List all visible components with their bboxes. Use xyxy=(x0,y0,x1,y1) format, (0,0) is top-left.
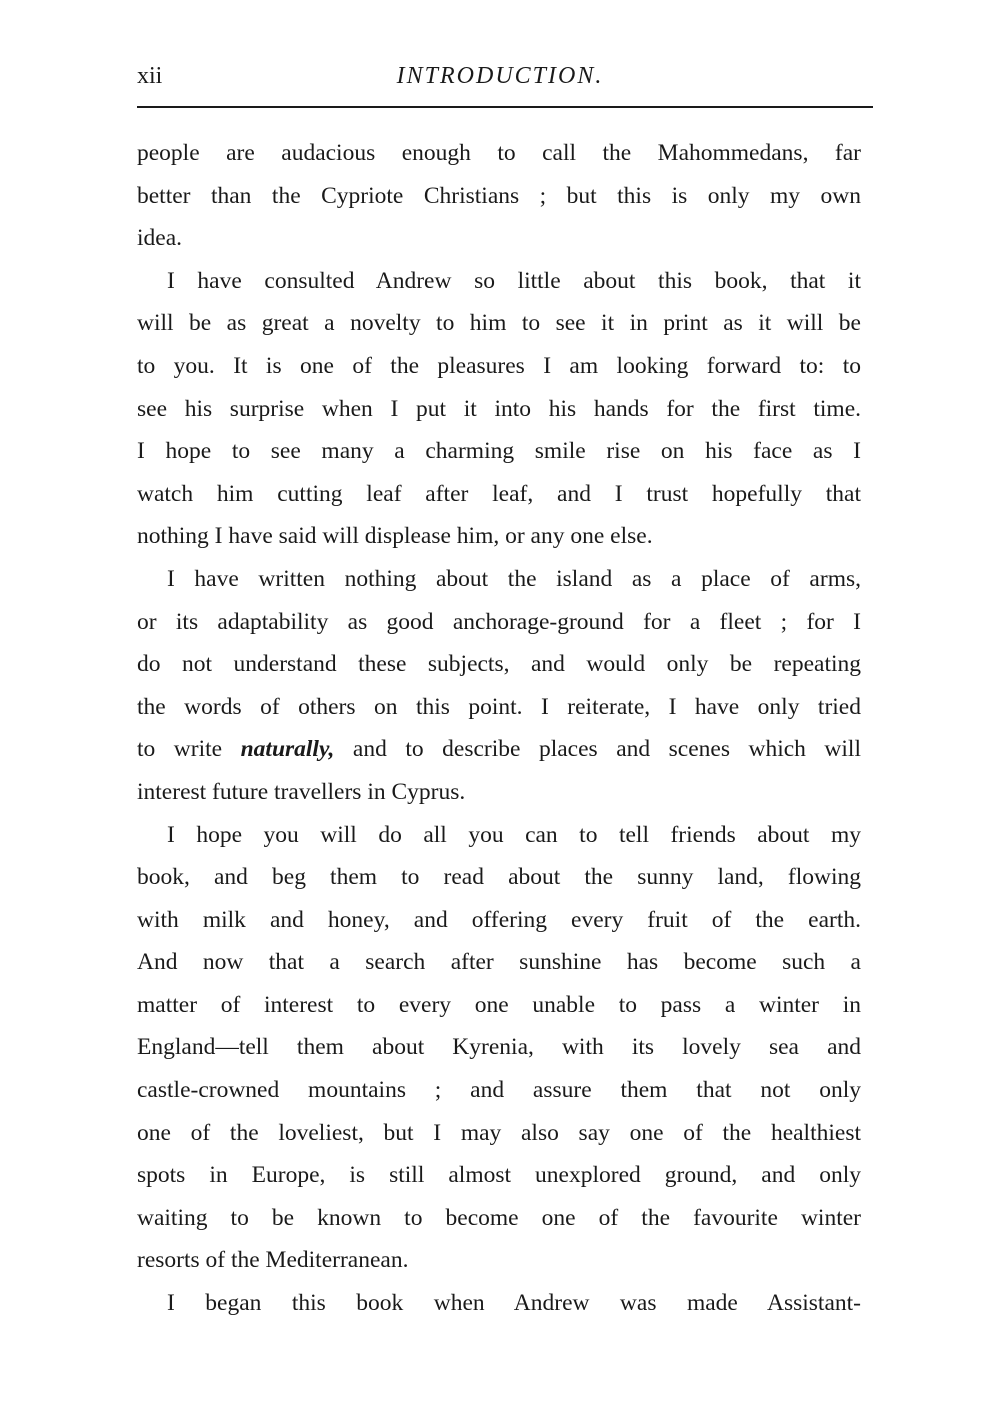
text-segment: and to describe places and scenes which will xyxy=(334,736,861,763)
text-line: I hope you will do all you can to tell friends about my xyxy=(167,821,861,848)
text-line: waiting to be known to become one of the favourite winter xyxy=(137,1204,861,1231)
header-rule xyxy=(137,106,873,108)
text-line: And now that a search after sunshine has become such a xyxy=(137,949,861,976)
text-line: will be as great a novelty to him to see it in print as it will be xyxy=(137,310,861,337)
text-line: resorts of the Mediterranean. xyxy=(137,1247,409,1274)
body-text xyxy=(137,132,861,1325)
text-line: I have written nothing about the island as a place of arms, xyxy=(167,565,861,592)
text-line: people are audacious enough to call the Mahommedans, far xyxy=(137,140,861,166)
text-line: do not understand these subjects, and would only be repeating xyxy=(137,651,861,678)
page-header xyxy=(137,58,863,94)
text-line: book, and beg them to read about the sunny land, flowing xyxy=(137,864,861,891)
text-line: interest future travellers in Cyprus. xyxy=(137,778,466,805)
text-line: I began this book when Andrew was made Assistant- xyxy=(167,1290,861,1317)
text-line: matter of interest to every one unable to pass a winter in xyxy=(137,991,861,1018)
running-title: INTRODUCTION. xyxy=(396,63,604,89)
page-number: xii xyxy=(137,63,163,89)
text-line: to you. It is one of the pleasures I am looking forward to: to xyxy=(137,352,861,379)
text-line: I have consulted Andrew so little about this book, that it xyxy=(167,267,861,294)
text-line: or its adaptability as good anchorage-ground for a fleet ; for I xyxy=(137,608,861,635)
text-line: nothing I have said will displease him, or any one else. xyxy=(137,523,653,550)
italic-word: naturally, xyxy=(240,736,335,763)
text-line: the words of others on this point. I reiterate, I have only tried xyxy=(137,693,861,720)
text-line: spots in Europe, is still almost unexplored ground, and only xyxy=(137,1162,861,1189)
text-line: England—tell them about Kyrenia, with its lovely sea and xyxy=(137,1034,861,1061)
text-line xyxy=(137,728,861,771)
text-line: better than the Cypriote Christians ; but this is only my own xyxy=(137,182,861,209)
text-line: castle-crowned mountains ; and assure them that not only xyxy=(137,1077,861,1104)
text-line: one of the loveliest, but I may also say one of the healthiest xyxy=(137,1119,861,1146)
text-line: I hope to see many a charming smile rise on his face as I xyxy=(137,438,861,465)
text-line: with milk and honey, and offering every fruit of the earth. xyxy=(137,906,861,933)
text-line: watch him cutting leaf after leaf, and I trust hopefully that xyxy=(137,480,861,507)
text-segment: to write xyxy=(137,736,241,763)
text-line: idea. xyxy=(137,225,183,252)
text-line: see his surprise when I put it into his hands for the first time. xyxy=(137,395,861,422)
